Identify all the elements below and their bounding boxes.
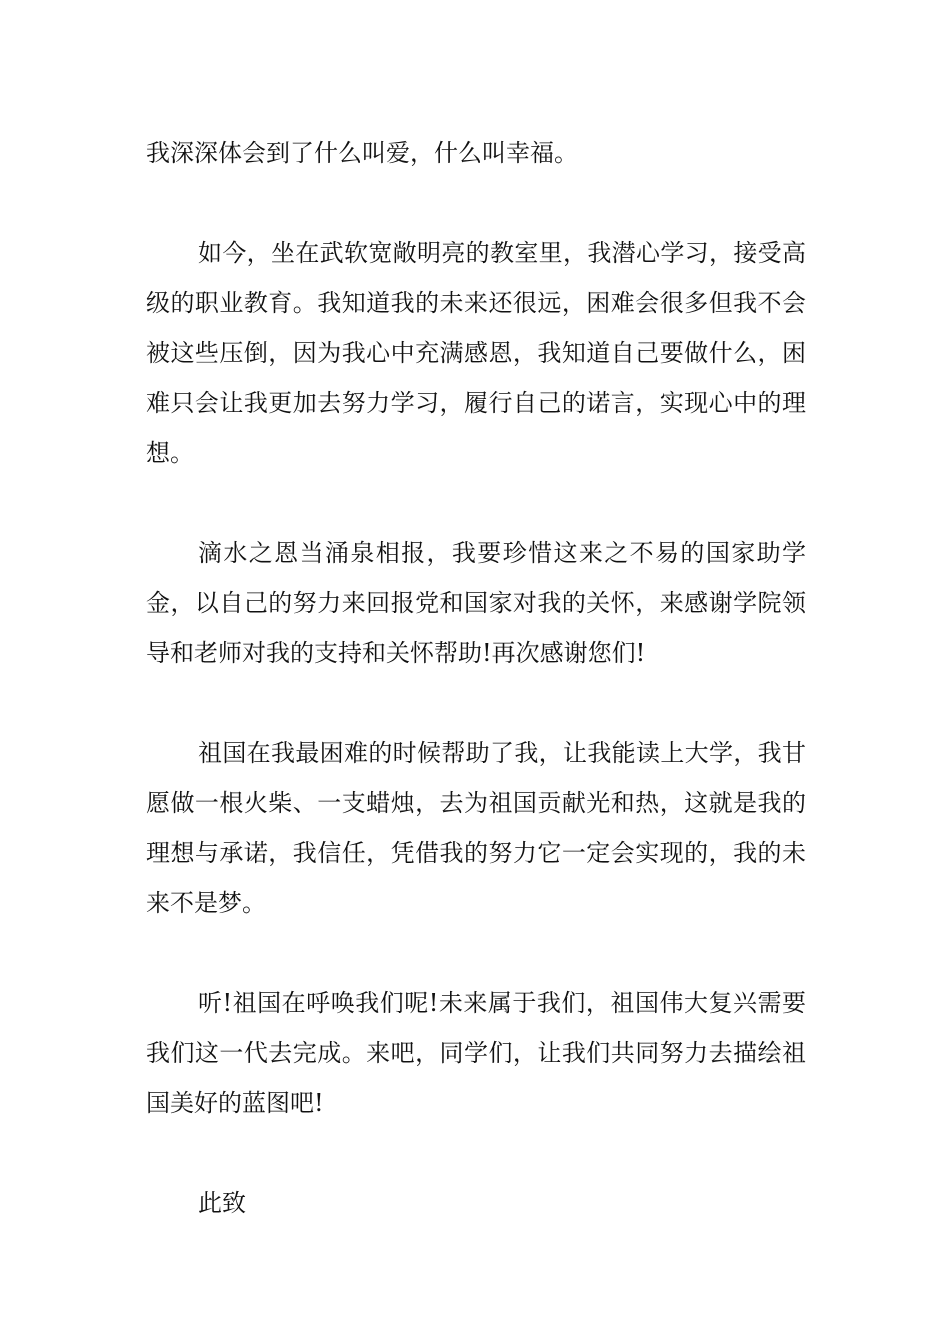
paragraph-4: 祖国在我最困难的时候帮助了我，让我能读上大学，我甘愿做一根火柴、一支蜡烛，去为祖国贡献光和热，这就是我的理想与承诺，我信任，凭借我的努力它一定会实现的，我的未来不是梦。 — [146, 739, 806, 917]
paragraph-2: 如今，坐在武软宽敞明亮的教室里，我潜心学习，接受高级的职业教育。我知道我的未来还很远，困难会很多但我不会被这些压倒，因为我心中充满感恩，我知道自己要做什么，困难只会让我更加去努力学习，履行自己的诺言，实现心中的理想。 — [146, 239, 806, 467]
closing-salutation: 此致 — [198, 1189, 246, 1217]
paragraph-3: 滴水之恩当涌泉相报，我要珍惜这来之不易的国家助学金，以自己的努力来回报党和国家对我的关怀，来感谢学院领导和老师对我的支持和关怀帮助!再次感谢您们! — [146, 539, 806, 667]
paragraph-5: 听!祖国在呼唤我们呢!未来属于我们，祖国伟大复兴需要我们这一代去完成。来吧，同学们，让我们共同努力去描绘祖国美好的蓝图吧! — [146, 989, 806, 1117]
paragraph-1: 我深深体会到了什么叫爱，什么叫幸福。 — [146, 139, 578, 167]
document-body — [146, 128, 806, 1278]
